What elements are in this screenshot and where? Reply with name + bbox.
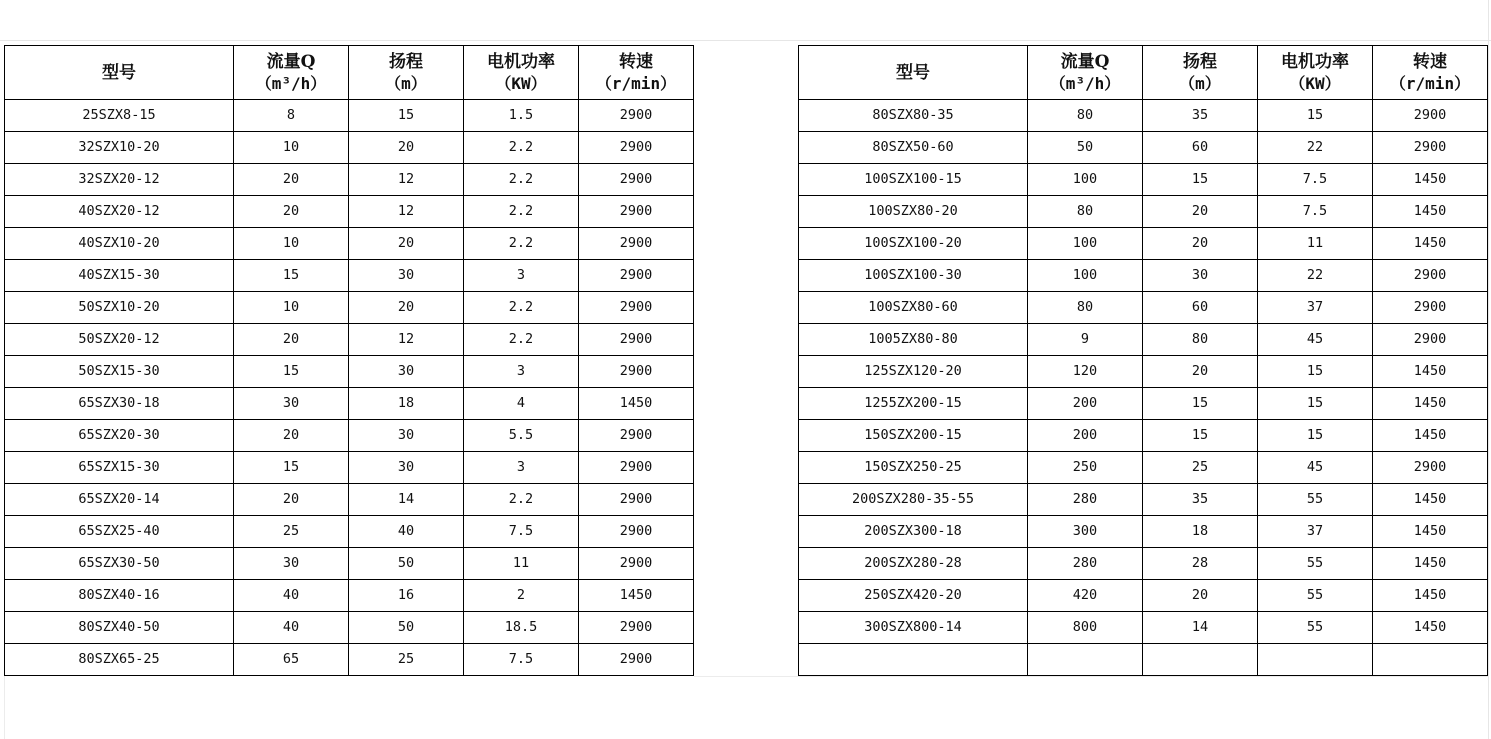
cell-speed[interactable]: 1450 <box>1373 164 1488 196</box>
table-row <box>799 132 1488 164</box>
table-row <box>5 548 694 580</box>
table-row <box>799 292 1488 324</box>
cell-motor-power[interactable]: 55 <box>1258 612 1373 644</box>
cell-speed[interactable]: 2900 <box>579 356 694 388</box>
cell-speed[interactable]: 2900 <box>579 164 694 196</box>
cell-speed[interactable] <box>1373 644 1488 676</box>
cell-head[interactable]: 14 <box>349 484 464 516</box>
cell-model[interactable]: 65SZX30-50 <box>5 548 234 580</box>
cell-head[interactable]: 60 <box>1143 132 1258 164</box>
cell-motor-power[interactable]: 45 <box>1258 452 1373 484</box>
cell-head[interactable]: 20 <box>349 292 464 324</box>
cell-flow[interactable]: 100 <box>1028 260 1143 292</box>
cell-head[interactable]: 15 <box>349 100 464 132</box>
cell-speed[interactable]: 2900 <box>1373 132 1488 164</box>
header-row <box>5 46 694 100</box>
cell-head[interactable]: 30 <box>349 452 464 484</box>
cell-flow[interactable]: 250 <box>1028 452 1143 484</box>
cell-motor-power[interactable]: 3 <box>464 356 579 388</box>
cell-model[interactable]: 150SZX250-25 <box>799 452 1028 484</box>
table-row <box>5 516 694 548</box>
cell-motor-power[interactable]: 7.5 <box>464 516 579 548</box>
cell-head[interactable]: 20 <box>1143 356 1258 388</box>
header-speed[interactable]: 转速 （r/min） <box>1373 46 1488 100</box>
cell-head[interactable]: 12 <box>349 196 464 228</box>
cell-speed[interactable]: 2900 <box>579 452 694 484</box>
cell-model[interactable]: 65SZX20-14 <box>5 484 234 516</box>
cell-head[interactable]: 14 <box>1143 612 1258 644</box>
table-row <box>5 132 694 164</box>
cell-speed[interactable]: 2900 <box>1373 452 1488 484</box>
header-speed[interactable]: 转速 （r/min） <box>579 46 694 100</box>
cell-model[interactable]: 80SZX40-50 <box>5 612 234 644</box>
cell-model[interactable]: 100SZX100-15 <box>799 164 1028 196</box>
cell-speed[interactable]: 2900 <box>579 196 694 228</box>
header-flow[interactable]: 流量Q （m³/h） <box>1028 46 1143 100</box>
cell-speed[interactable]: 2900 <box>579 420 694 452</box>
cell-motor-power[interactable]: 3 <box>464 260 579 292</box>
cell-flow[interactable]: 120 <box>1028 356 1143 388</box>
cell-speed[interactable]: 2900 <box>1373 260 1488 292</box>
header-flow[interactable]: 流量Q （m³/h） <box>234 46 349 100</box>
table-row <box>799 324 1488 356</box>
header-head[interactable]: 扬程 （m） <box>349 46 464 100</box>
cell-flow[interactable]: 30 <box>234 388 349 420</box>
cell-flow[interactable]: 10 <box>234 132 349 164</box>
cell-flow[interactable]: 200 <box>1028 420 1143 452</box>
cell-model[interactable]: 125SZX120-20 <box>799 356 1028 388</box>
cell-flow[interactable]: 20 <box>234 324 349 356</box>
cell-model[interactable]: 65SZX25-40 <box>5 516 234 548</box>
cell-motor-power[interactable]: 37 <box>1258 292 1373 324</box>
cell-motor-power[interactable]: 2.2 <box>464 292 579 324</box>
header-head[interactable]: 扬程 （m） <box>1143 46 1258 100</box>
cell-speed[interactable]: 1450 <box>1373 516 1488 548</box>
cell-flow[interactable]: 65 <box>234 644 349 676</box>
cell-motor-power[interactable]: 4 <box>464 388 579 420</box>
table-row <box>799 260 1488 292</box>
cell-head[interactable]: 30 <box>349 420 464 452</box>
header-row <box>799 46 1488 100</box>
cell-head[interactable]: 60 <box>1143 292 1258 324</box>
table-row <box>799 516 1488 548</box>
pump-spec-table-left <box>4 45 694 676</box>
cell-model[interactable]: 100SZX80-20 <box>799 196 1028 228</box>
cell-speed[interactable]: 2900 <box>579 612 694 644</box>
cell-model[interactable]: 200SZX280-35-55 <box>799 484 1028 516</box>
cell-model[interactable]: 65SZX30-18 <box>5 388 234 420</box>
cell-model[interactable]: 50SZX20-12 <box>5 324 234 356</box>
cell-head[interactable] <box>1143 644 1258 676</box>
table-row <box>5 612 694 644</box>
cell-speed[interactable]: 1450 <box>579 388 694 420</box>
pump-spec-table-right <box>798 45 1488 676</box>
header-motor-power[interactable]: 电机功率 （KW） <box>464 46 579 100</box>
cell-flow[interactable]: 15 <box>234 452 349 484</box>
cell-head[interactable]: 40 <box>349 516 464 548</box>
cell-flow[interactable]: 15 <box>234 356 349 388</box>
cell-head[interactable]: 15 <box>1143 420 1258 452</box>
cell-motor-power[interactable]: 2 <box>464 580 579 612</box>
cell-flow[interactable]: 40 <box>234 612 349 644</box>
cell-motor-power[interactable]: 11 <box>464 548 579 580</box>
cell-flow[interactable]: 40 <box>234 580 349 612</box>
cell-head[interactable]: 20 <box>1143 196 1258 228</box>
cell-model[interactable]: 100SZX100-20 <box>799 228 1028 260</box>
table-row <box>799 388 1488 420</box>
cell-flow[interactable]: 280 <box>1028 484 1143 516</box>
table-row <box>5 356 694 388</box>
cell-motor-power[interactable]: 37 <box>1258 516 1373 548</box>
table-row <box>799 100 1488 132</box>
cell-motor-power[interactable]: 7.5 <box>1258 164 1373 196</box>
sheet-gridline-top <box>0 40 1491 41</box>
cell-flow[interactable]: 20 <box>234 484 349 516</box>
cell-speed[interactable]: 2900 <box>1373 324 1488 356</box>
cell-speed[interactable]: 2900 <box>1373 292 1488 324</box>
cell-motor-power[interactable]: 2.2 <box>464 132 579 164</box>
cell-motor-power[interactable]: 45 <box>1258 324 1373 356</box>
cell-head[interactable]: 20 <box>349 132 464 164</box>
cell-head[interactable]: 80 <box>1143 324 1258 356</box>
cell-model[interactable] <box>799 644 1028 676</box>
cell-model[interactable]: 80SZX80-35 <box>799 100 1028 132</box>
cell-speed[interactable]: 2900 <box>579 516 694 548</box>
cell-model[interactable]: 150SZX200-15 <box>799 420 1028 452</box>
cell-head[interactable]: 50 <box>349 548 464 580</box>
cell-model[interactable]: 50SZX10-20 <box>5 292 234 324</box>
cell-head[interactable]: 20 <box>349 228 464 260</box>
cell-model[interactable]: 50SZX15-30 <box>5 356 234 388</box>
table-row <box>799 580 1488 612</box>
cell-head[interactable]: 50 <box>349 612 464 644</box>
header-model[interactable]: 型号 <box>799 46 1028 100</box>
cell-head[interactable]: 12 <box>349 324 464 356</box>
cell-flow[interactable]: 20 <box>234 196 349 228</box>
table-row <box>5 164 694 196</box>
cell-motor-power[interactable]: 11 <box>1258 228 1373 260</box>
cell-flow[interactable] <box>1028 644 1143 676</box>
cell-head[interactable]: 20 <box>1143 228 1258 260</box>
cell-motor-power[interactable]: 2.2 <box>464 484 579 516</box>
cell-speed[interactable]: 2900 <box>579 644 694 676</box>
table-row <box>799 452 1488 484</box>
cell-head[interactable]: 25 <box>1143 452 1258 484</box>
cell-model[interactable]: 40SZX15-30 <box>5 260 234 292</box>
cell-motor-power[interactable]: 15 <box>1258 420 1373 452</box>
cell-model[interactable]: 250SZX420-20 <box>799 580 1028 612</box>
cell-speed[interactable]: 1450 <box>579 580 694 612</box>
cell-flow[interactable]: 30 <box>234 548 349 580</box>
cell-flow[interactable]: 80 <box>1028 292 1143 324</box>
cell-speed[interactable]: 1450 <box>1373 580 1488 612</box>
cell-model[interactable]: 40SZX20-12 <box>5 196 234 228</box>
cell-flow[interactable]: 100 <box>1028 164 1143 196</box>
table-row <box>799 612 1488 644</box>
cell-flow[interactable]: 280 <box>1028 548 1143 580</box>
cell-head[interactable]: 35 <box>1143 100 1258 132</box>
cell-motor-power[interactable]: 22 <box>1258 132 1373 164</box>
header-model[interactable]: 型号 <box>5 46 234 100</box>
table-row <box>799 228 1488 260</box>
cell-model[interactable]: 65SZX20-30 <box>5 420 234 452</box>
cell-speed[interactable]: 1450 <box>1373 484 1488 516</box>
cell-model[interactable]: 32SZX10-20 <box>5 132 234 164</box>
cell-model[interactable]: 100SZX100-30 <box>799 260 1028 292</box>
table-row <box>5 388 694 420</box>
cell-motor-power[interactable]: 7.5 <box>1258 196 1373 228</box>
cell-motor-power[interactable]: 7.5 <box>464 644 579 676</box>
cell-head[interactable]: 30 <box>1143 260 1258 292</box>
cell-flow[interactable]: 300 <box>1028 516 1143 548</box>
cell-flow[interactable]: 10 <box>234 292 349 324</box>
table-row <box>799 644 1488 676</box>
cell-model[interactable]: 65SZX15-30 <box>5 452 234 484</box>
cell-speed[interactable]: 2900 <box>579 292 694 324</box>
table-row <box>5 644 694 676</box>
table-row <box>5 260 694 292</box>
cell-speed[interactable]: 2900 <box>579 260 694 292</box>
cell-motor-power[interactable]: 2.2 <box>464 324 579 356</box>
table-row <box>799 164 1488 196</box>
cell-model[interactable]: 80SZX40-16 <box>5 580 234 612</box>
cell-motor-power[interactable]: 2.2 <box>464 228 579 260</box>
cell-flow[interactable]: 50 <box>1028 132 1143 164</box>
cell-flow[interactable]: 10 <box>234 228 349 260</box>
sheet-gridline-left <box>4 676 5 739</box>
cell-motor-power[interactable]: 2.2 <box>464 164 579 196</box>
cell-flow[interactable]: 8 <box>234 100 349 132</box>
cell-speed[interactable]: 2900 <box>579 100 694 132</box>
cell-speed[interactable]: 1450 <box>1373 356 1488 388</box>
cell-speed[interactable]: 1450 <box>1373 228 1488 260</box>
cell-flow[interactable]: 9 <box>1028 324 1143 356</box>
cell-flow[interactable]: 100 <box>1028 228 1143 260</box>
cell-motor-power[interactable]: 55 <box>1258 484 1373 516</box>
cell-motor-power[interactable]: 1.5 <box>464 100 579 132</box>
table-row <box>5 324 694 356</box>
cell-motor-power[interactable]: 2.2 <box>464 196 579 228</box>
cell-model[interactable]: 40SZX10-20 <box>5 228 234 260</box>
cell-head[interactable]: 35 <box>1143 484 1258 516</box>
cell-flow[interactable]: 25 <box>234 516 349 548</box>
header-motor-power[interactable]: 电机功率 （KW） <box>1258 46 1373 100</box>
cell-motor-power[interactable]: 22 <box>1258 260 1373 292</box>
cell-head[interactable]: 20 <box>1143 580 1258 612</box>
cell-speed[interactable]: 2900 <box>579 132 694 164</box>
cell-flow[interactable]: 20 <box>234 420 349 452</box>
cell-speed[interactable]: 1450 <box>1373 548 1488 580</box>
cell-speed[interactable]: 1450 <box>1373 612 1488 644</box>
cell-motor-power[interactable]: 18.5 <box>464 612 579 644</box>
cell-head[interactable]: 12 <box>349 164 464 196</box>
cell-flow[interactable]: 15 <box>234 260 349 292</box>
cell-motor-power[interactable]: 15 <box>1258 388 1373 420</box>
cell-flow[interactable]: 200 <box>1028 388 1143 420</box>
sheet-gridline-bottom <box>694 676 1489 677</box>
cell-model[interactable]: 1005ZX80-80 <box>799 324 1028 356</box>
cell-motor-power[interactable]: 3 <box>464 452 579 484</box>
cell-flow[interactable]: 80 <box>1028 100 1143 132</box>
cell-model[interactable]: 25SZX8-15 <box>5 100 234 132</box>
cell-speed[interactable]: 2900 <box>579 484 694 516</box>
cell-model[interactable]: 80SZX50-60 <box>799 132 1028 164</box>
cell-model[interactable]: 200SZX300-18 <box>799 516 1028 548</box>
cell-head[interactable]: 18 <box>349 388 464 420</box>
cell-speed[interactable]: 2900 <box>579 228 694 260</box>
cell-head[interactable]: 30 <box>349 356 464 388</box>
cell-model[interactable]: 32SZX20-12 <box>5 164 234 196</box>
table-row <box>799 548 1488 580</box>
cell-model[interactable]: 200SZX280-28 <box>799 548 1028 580</box>
cell-flow[interactable]: 20 <box>234 164 349 196</box>
table-row <box>799 484 1488 516</box>
cell-motor-power[interactable]: 15 <box>1258 356 1373 388</box>
cell-model[interactable]: 100SZX80-60 <box>799 292 1028 324</box>
table-row <box>5 452 694 484</box>
cell-speed[interactable]: 2900 <box>579 324 694 356</box>
cell-flow[interactable]: 800 <box>1028 612 1143 644</box>
cell-model[interactable]: 1255ZX200-15 <box>799 388 1028 420</box>
table-row <box>5 196 694 228</box>
cell-flow[interactable]: 420 <box>1028 580 1143 612</box>
cell-flow[interactable]: 80 <box>1028 196 1143 228</box>
cell-head[interactable]: 30 <box>349 260 464 292</box>
cell-speed[interactable]: 1450 <box>1373 388 1488 420</box>
table-row <box>5 292 694 324</box>
table-row <box>5 228 694 260</box>
cell-motor-power[interactable] <box>1258 644 1373 676</box>
sheet-gridline-right <box>1488 0 1489 739</box>
table-row <box>799 356 1488 388</box>
cell-motor-power[interactable]: 15 <box>1258 100 1373 132</box>
cell-model[interactable]: 300SZX800-14 <box>799 612 1028 644</box>
cell-head[interactable]: 16 <box>349 580 464 612</box>
cell-head[interactable]: 28 <box>1143 548 1258 580</box>
table-row <box>5 580 694 612</box>
cell-motor-power[interactable]: 55 <box>1258 548 1373 580</box>
cell-head[interactable]: 15 <box>1143 164 1258 196</box>
table-row <box>5 420 694 452</box>
cell-head[interactable]: 15 <box>1143 388 1258 420</box>
table-row <box>5 484 694 516</box>
cell-head[interactable]: 25 <box>349 644 464 676</box>
table-row <box>799 420 1488 452</box>
cell-speed[interactable]: 1450 <box>1373 420 1488 452</box>
table-row <box>5 100 694 132</box>
cell-motor-power[interactable]: 5.5 <box>464 420 579 452</box>
cell-speed[interactable]: 1450 <box>1373 196 1488 228</box>
cell-head[interactable]: 18 <box>1143 516 1258 548</box>
cell-model[interactable]: 80SZX65-25 <box>5 644 234 676</box>
table-row <box>799 196 1488 228</box>
cell-speed[interactable]: 2900 <box>1373 100 1488 132</box>
cell-motor-power[interactable]: 55 <box>1258 580 1373 612</box>
cell-speed[interactable]: 2900 <box>579 548 694 580</box>
